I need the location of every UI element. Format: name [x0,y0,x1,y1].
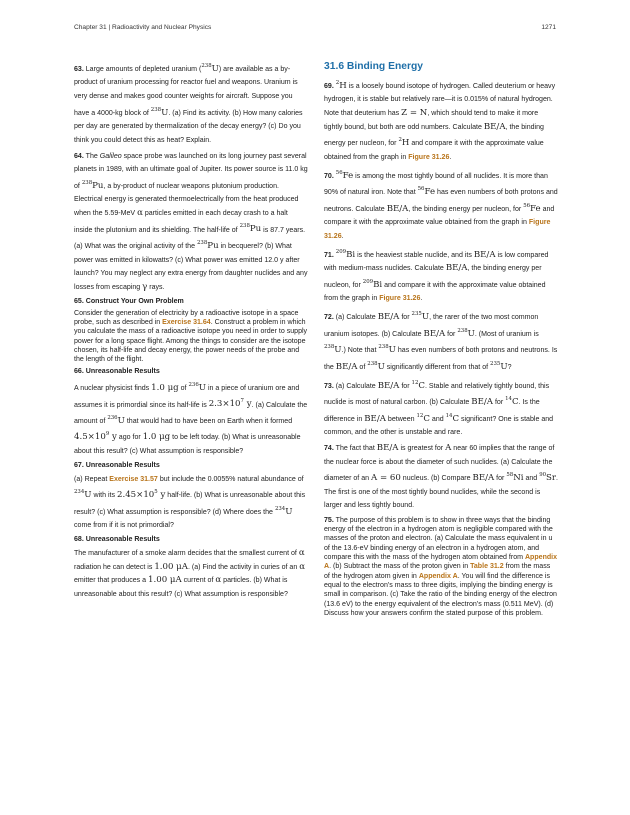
isotope-pu238: $^{238}$Pu [196,240,219,251]
isotope-u234: $^{234}$U [274,505,293,517]
problem-65-title: 65. Construct Your Own Problem [74,297,184,305]
table-31-2-link[interactable]: Table 31.2 [470,563,504,571]
exercise-31-57-link[interactable]: Exercise 31.57 [109,475,158,483]
appendix-a-link[interactable]: Appendix A [418,572,458,580]
figure-31-26-link[interactable]: Figure 31.26 [324,219,551,240]
isotope-ni58: $^{58}$Ni [506,472,524,484]
isotope-u238: $^{238}$U [324,344,342,356]
isotope-h2: $^2$H [335,80,347,91]
isotope-u236: $^{236}$U [107,414,125,426]
isotope-c12: $^{12}$C [416,412,430,424]
left-column [74,60,308,604]
isotope-u235: $^{235}$U [490,360,508,372]
exercise-31-64-link[interactable]: Exercise 31.64 [162,318,211,326]
gamma-symbol: γ [142,281,148,292]
alpha-symbol: α [137,208,143,219]
isotope-bi209: $^{209}$Bi [335,248,356,260]
problem-73: 73. (a) Calculate BE/A for $^{12}$C. Stable and relatively tightly bound, this nuclide is most of natural carbon. (b) Calculate BE/A for $^{14}$C. Is the difference in BE/A between $^{12}$C and $^{14}$C significant? One is stable and common, and the other is unstable and rare. [324,379,554,437]
isotope-u234: $^{234}$U [74,489,92,501]
problem-74: 74. The fact that BE/A is greatest for A near 60 implies that the range of the nuclear force is about the diameter of such nuclides. (a) Calculate the diameter of an A = 60 nucleus. (b) Compare BE/A for $^{58}$Ni and $^{90}$Sr. The first is one of the most tightly bound nuclides, while the second is larger and less tightly bound. [324,443,559,510]
isotope-sr90: $^{90}$Sr [539,472,557,484]
problem-75: 75. The purpose of this problem is to show in three ways that the binding energy of the electron in a hydrogen atom is negligible compared with the masses of the proton and electron. (a) Calculate the mass equivalent in u of the 13.6-eV binding energy of an electron in a hydrogen atom, and compare this with the mass of the hydrogen atom obtained from Appendix A. (b) Subtract the mass of the proton given in Table 31.2 from the mass of the hydrogen atom given in Appendix A. You will find the difference is equal to the electron’s mass to three digits, implying the binding energy is small in comparison. (c) Take the ratio of the binding energy of the electron (13.6 eV) to the energy equivalent of the electron’s mass (0.511 MeV). (d) Discuss how your answers confirm the stated purpose of this problem. [324,516,558,617]
isotope-bi209: $^{209}$Bi [362,278,383,290]
isotope-pu238: $^{238}$Pu [239,223,262,235]
isotope-fe56: $^{56}$Fe [523,202,541,214]
problem-70: 70. $^{56}$Fe is among the most tightly bound of all nuclides. It is more than 90% of natural iron. Note that $^{56}$Fe has even numbers of both protons and neutrons. Calculate BE/A, the binding energy per nucleon, for $^{56}$Fe and compare it with the approximate value obtained from the graph in Figure 31.26. [324,169,558,240]
appendix-a-link[interactable]: Appendix A [324,553,558,571]
isotope-c14: $^{14}$C [445,412,460,424]
problem-66: A nuclear physicist finds 1.0 μg of $^{236}$U in a piece of uranium ore and assumes it is primordial since its half-life is $2.3\times 10^7$ y. (a) Calculate the amount of $^{236}$U that would had to have been on Earth when it formed $4.5\times 10^9$ y ago for 1.0 μg to be left today. (b) What is unreasonable about this result? (c) What assumption is responsible? [74,382,308,455]
isotope-u238: $^{238}$U [378,344,396,356]
problem-68-title: 68. Unreasonable Results [74,536,160,544]
isotope-u236: $^{236}$U [188,382,207,393]
problem-66-title: 66. Unreasonable Results [74,368,160,376]
page-header [74,24,556,36]
isotope-fe56: $^{56}$Fe [417,186,436,198]
section-heading: 31.6 Binding Energy [324,61,423,72]
figure-31-26-link[interactable]: Figure 31.26 [408,153,450,161]
page-number: 1271 [541,24,556,31]
isotope-u238: $^{238}$U [457,327,475,339]
problem-68: The manufacturer of a smoke alarm decides that the smallest current of α radiation he can detect is 1.00 μA. (a) Find the activity in curies of an α emitter that produces a 1.00 μA current of α particles. (b) What is unreasonable about this result? (c) What assumption is responsible? [74,548,306,599]
isotope-pu238: $^{238}$Pu [81,179,104,191]
right-column [324,60,558,621]
problem-69: 69. $^2$H is a loosely bound isotope of hydrogen. Called deuterium or heavy hydrogen, it is stable but relatively rare—it is 0.015% of natural hydrogen. Note that deuterium has Z = N, which should tend to make it more tightly bound, but both are odd numbers. Calculate BE/A, the binding energy per nucleon, for $^2$H and compare it with the approximate value obtained from the graph in Figure 31.26. [324,80,556,161]
problem-64: 64. The Galileo space probe was launched on its long journey past several planets in 1989, with an ultimate goal of Jupiter. Its power source is 11.0 kg of $^{238}$Pu, a by-product of nuclear weapons plutonium production. Electrical energy is generated thermoelectrically from the heat produced when the 5.59-MeV α particles emitted in each decay crash to a halt inside the plutonium and its shielding. The half-life of $^{238}$Pu is 87.7 years. (a) What was the original activity of the $^{238}$Pu in becquerel? (b) What power was emitted in kilowatts? (c) What power was emitted 12.0 y after launch? You may neglect any extra energy from daughter nuclides and any losses from escaping γ rays. [74,152,308,292]
problem-63: 63. Large amounts of depleted uranium ($^{238}$U) are available as a by-product of uranium processing for reactor fuel and weapons. Uranium is very dense and makes good counter weights for aircraft. Suppose you have a 4000-kg block of $^{238}$U. (a) Find its activity. (b) How many calories per day are generated by thermalization of the decay energy? (c) Do you think you could detect this as heat? Explain. [74,63,303,144]
problem-65: Consider the generation of electricity by a radioactive isotope in a space probe, such as described in Exercise 31.64. Construct a problem in which you calculate the mass of a radioactive isotope you need in order to supply power for a long space flight. Among the things to consider are the isotope chosen, its half-life and decay energy, the power needs of the probe and the length of the flight. [74,309,308,364]
isotope-u235: $^{235}$U [411,311,430,323]
problem-67-title: 67. Unreasonable Results [74,461,160,469]
chapter-title: Chapter 31 | Radioactivity and Nuclear Physics [74,24,212,31]
figure-31-26-link[interactable]: Figure 31.26 [379,295,421,303]
isotope-u238: $^{238}$U [367,360,385,372]
problem-67: (a) Repeat Exercise 31.57 but include the 0.0055% natural abundance of $^{234}$U with its $2.45\times 10^5$ y half-life. (b) What is unreasonable about this result? (c) What assumption is responsible? (d) Where does the $^{234}$U come from if it is not primordial? [74,475,306,530]
problem-71: 71. $^{209}$Bi is the heaviest stable nuclide, and its BE/A is low compared with medium-mass nuclides. Calculate BE/A, the binding energy per nucleon, for $^{209}$Bi and compare it with the approximate value obtained from the graph in Figure 31.26. [324,248,549,303]
isotope-c12: $^{12}$C [411,379,425,391]
isotope-c14: $^{14}$C [505,396,519,408]
isotope-h2: $^2$H [398,137,410,149]
problem-72: 72. (a) Calculate BE/A for $^{235}$U, the rarer of the two most common uranium isotopes. (b) Calculate BE/A for $^{238}$U. (Most of uranium is $^{238}$U.) Note that $^{238}$U has even numbers of both protons and neutrons. Is the BE/A of $^{238}$U significantly different from that of $^{235}$U? [324,311,558,372]
isotope-u238: $^{238}$U [150,106,169,118]
isotope-fe56: $^{56}$Fe [335,169,354,181]
isotope-u238: $^{238}$U [201,63,219,74]
